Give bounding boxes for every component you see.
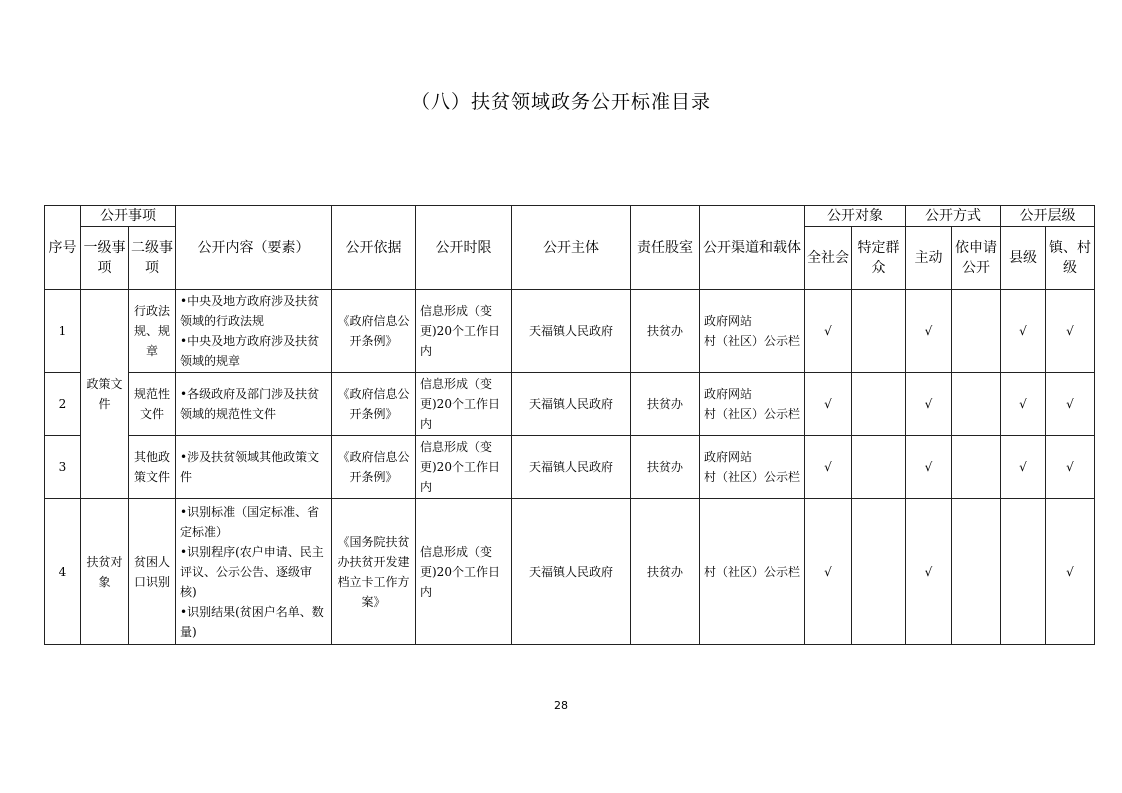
content-line: •涉及扶贫领域其他政策文件 — [180, 450, 320, 484]
row-method-request — [952, 373, 1001, 436]
row-responsible: 扶贫办 — [631, 373, 700, 436]
header-level1: 一级事项 — [81, 227, 129, 290]
header-basis: 公开依据 — [332, 206, 416, 290]
row-subject: 天福镇人民政府 — [512, 290, 631, 373]
row-subject: 天福镇人民政府 — [512, 499, 631, 645]
row-target-specific — [852, 436, 906, 499]
row-level-town: √ — [1046, 373, 1095, 436]
row-target-all: √ — [805, 373, 852, 436]
channel-line: 村（社区）公示栏 — [704, 564, 801, 579]
row-time-limit: 信息形成（变更)20个工作日内 — [416, 436, 512, 499]
row-target-all: √ — [805, 436, 852, 499]
row-level2: 行政法规、规章 — [129, 290, 176, 373]
row-level-county: √ — [1001, 290, 1046, 373]
row-level2: 贫困人口识别 — [129, 499, 176, 645]
row-responsible: 扶贫办 — [631, 499, 700, 645]
channel-line: 村（社区）公示栏 — [704, 407, 801, 421]
header-method-active: 主动 — [906, 227, 952, 290]
channel-line: 政府网站 — [704, 387, 753, 401]
row-seq: 2 — [45, 373, 81, 436]
row-channel — [700, 499, 805, 645]
disclosure-catalog-table — [44, 205, 1095, 645]
row-level-county — [1001, 499, 1046, 645]
row-content — [176, 436, 332, 499]
row-content — [176, 373, 332, 436]
row-time-limit: 信息形成（变更)20个工作日内 — [416, 499, 512, 645]
header-method-request: 依申请公开 — [952, 227, 1001, 290]
row-method-active: √ — [906, 373, 952, 436]
row-time-limit: 信息形成（变更)20个工作日内 — [416, 373, 512, 436]
table-row — [45, 436, 1095, 499]
row-method-active: √ — [906, 436, 952, 499]
row-basis: 《国务院扶贫办扶贫开发建档立卡工作方案》 — [332, 499, 416, 645]
row-seq: 1 — [45, 290, 81, 373]
row-channel — [700, 436, 805, 499]
row-level-county: √ — [1001, 436, 1046, 499]
header-target-all: 全社会 — [805, 227, 852, 290]
row-content — [176, 499, 332, 645]
table-row — [45, 373, 1095, 436]
row-target-specific — [852, 499, 906, 645]
header-time-limit: 公开时限 — [416, 206, 512, 290]
channel-line: 政府网站 — [704, 450, 753, 464]
content-line: •识别程序(农户申请、民主评议、公示公告、逐级审核) — [180, 544, 324, 599]
row-subject: 天福镇人民政府 — [512, 436, 631, 499]
row-target-specific — [852, 373, 906, 436]
header-seq: 序号 — [45, 206, 81, 290]
row-channel — [700, 290, 805, 373]
row-method-active: √ — [906, 499, 952, 645]
header-level-town: 镇、村级 — [1046, 227, 1095, 290]
row-responsible: 扶贫办 — [631, 290, 700, 373]
header-method-group: 公开方式 — [906, 206, 1001, 227]
content-line: •中央及地方政府涉及扶贫领域的规章 — [180, 334, 320, 368]
row-target-all: √ — [805, 499, 852, 645]
content-line: •各级政府及部门涉及扶贫领域的规范性文件 — [180, 387, 320, 421]
row-seq: 3 — [45, 436, 81, 499]
channel-line: 政府网站 — [704, 314, 753, 328]
row-method-request — [952, 290, 1001, 373]
header-target-specific: 特定群众 — [852, 227, 906, 290]
row-basis: 《政府信息公开条例》 — [332, 436, 416, 499]
row-seq: 4 — [45, 499, 81, 645]
header-channel: 公开渠道和载体 — [700, 206, 805, 290]
channel-line: 村（社区）公示栏 — [704, 470, 801, 484]
page-number: 28 — [554, 699, 568, 712]
row-level2: 其他政策文件 — [129, 436, 176, 499]
header-level-county: 县级 — [1001, 227, 1046, 290]
row-method-request — [952, 436, 1001, 499]
table-row — [45, 290, 1095, 373]
row-target-specific — [852, 290, 906, 373]
row-channel — [700, 373, 805, 436]
row-content — [176, 290, 332, 373]
row-time-limit: 信息形成（变更)20个工作日内 — [416, 290, 512, 373]
row-level-town: √ — [1046, 499, 1095, 645]
row-target-all: √ — [805, 290, 852, 373]
content-line: •识别标准（国定标准、省定标准） — [180, 504, 320, 539]
header-target-group: 公开对象 — [805, 206, 906, 227]
row-level2: 规范性文件 — [129, 373, 176, 436]
row-level-town: √ — [1046, 290, 1095, 373]
row-level1: 扶贫对象 — [81, 499, 129, 645]
row-basis: 《政府信息公开条例》 — [332, 373, 416, 436]
row-level-town: √ — [1046, 436, 1095, 499]
row-subject: 天福镇人民政府 — [512, 373, 631, 436]
header-level-group: 公开层级 — [1001, 206, 1095, 227]
header-content: 公开内容（要素） — [176, 206, 332, 290]
row-basis: 《政府信息公开条例》 — [332, 290, 416, 373]
row-level1: 政策文件 — [81, 290, 129, 499]
header-responsible: 责任股室 — [631, 206, 700, 290]
channel-line: 村（社区）公示栏 — [704, 334, 801, 348]
content-line: •中央及地方政府涉及扶贫领域的行政法规 — [180, 294, 320, 328]
table-row — [45, 499, 1095, 645]
header-subject: 公开主体 — [512, 206, 631, 290]
row-method-active: √ — [906, 290, 952, 373]
header-level2: 二级事项 — [129, 227, 176, 290]
header-items-group: 公开事项 — [81, 206, 176, 227]
document-title: （八）扶贫领域政务公开标准目录 — [410, 91, 711, 113]
row-method-request — [952, 499, 1001, 645]
row-level-county: √ — [1001, 373, 1046, 436]
content-line: •识别结果(贫困户名单、数量) — [180, 604, 324, 639]
row-responsible: 扶贫办 — [631, 436, 700, 499]
